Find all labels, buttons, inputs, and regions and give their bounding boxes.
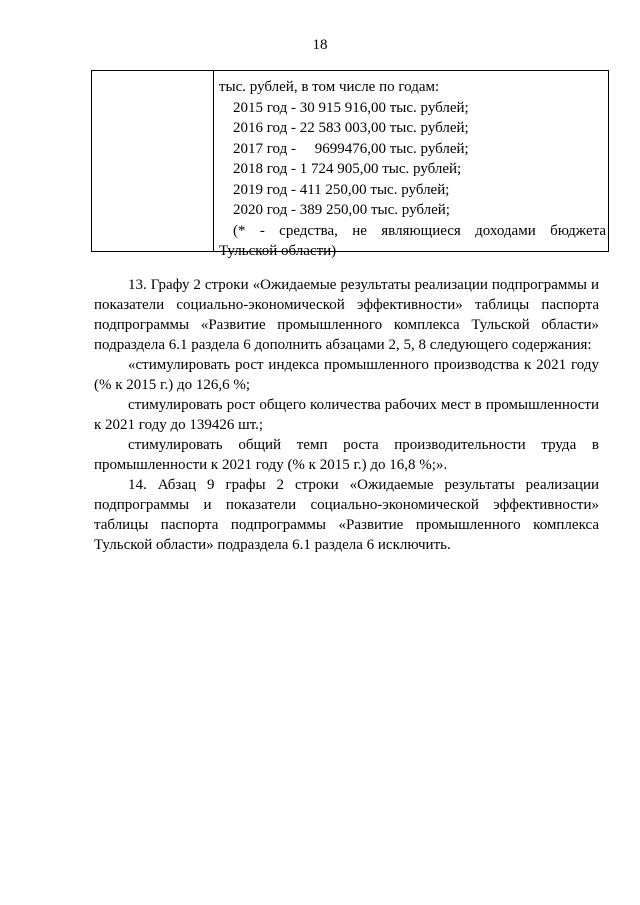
year-line-2018: 2018 год - 1 724 905,00 тыс. рублей; [233,161,462,177]
funding-table [91,70,609,259]
year-line-2019: 2019 год - 411 250,00 тыс. рублей; [233,181,450,198]
table-left-cell [92,71,214,251]
year-line-2016: 2016 год - 22 583 003,00 тыс. рублей; [233,120,469,136]
paragraph-quote-jobs: стимулировать рост общего количества рабочих мест в промышленности к 2021 году до 139426 шт.; [94,397,599,433]
year-line-2017: 2017 год - 9699476,00 тыс. рублей; [233,140,469,157]
paragraph-quote-productivity: стимулировать общий темп роста производительности труда в промышленности к 2021 году (% к 2015 г.) до 16,8 %;». [94,437,599,473]
paragraph-item-13: 13. Графу 2 строки «Ожидаемые результаты реализации подпрограммы и показатели социально-экономической эффективности» таблицы паспорта подпрограммы «Развитие промышленного комплекса Тульской области» подраздела 6.1 раздела 6 дополнить абзацами 2, 5, 8 следующего содержания: [94,277,599,353]
paragraph-item-14: 14. Абзац 9 графы 2 строки «Ожидаемые результаты реализации подпрограммы и показатели социально-экономической эффективности» таблицы паспорта подпрограммы «Развитие промышленного комплекса Тульской области» подраздела 6.1 раздела 6 исключить. [94,477,599,553]
table-note-line: (* - средства, не являющиеся доходами бюджета [233,222,606,239]
table-intro-line: тыс. рублей, в том числе по годам: [219,79,440,95]
year-line-2015: 2015 год - 30 915 916,00 тыс. рублей; [233,99,469,116]
page-number: 18 [312,37,328,53]
paragraph-quote-index: «стимулировать рост индекса промышленного производства к 2021 году (% к 2015 г.) до 126,6 %; [94,357,599,393]
year-line-2020: 2020 год - 389 250,00 тыс. рублей; [233,202,450,218]
document-body [94,275,599,555]
table-right-cell [214,71,608,259]
table-note-continuation: Тульской области) [219,243,337,259]
